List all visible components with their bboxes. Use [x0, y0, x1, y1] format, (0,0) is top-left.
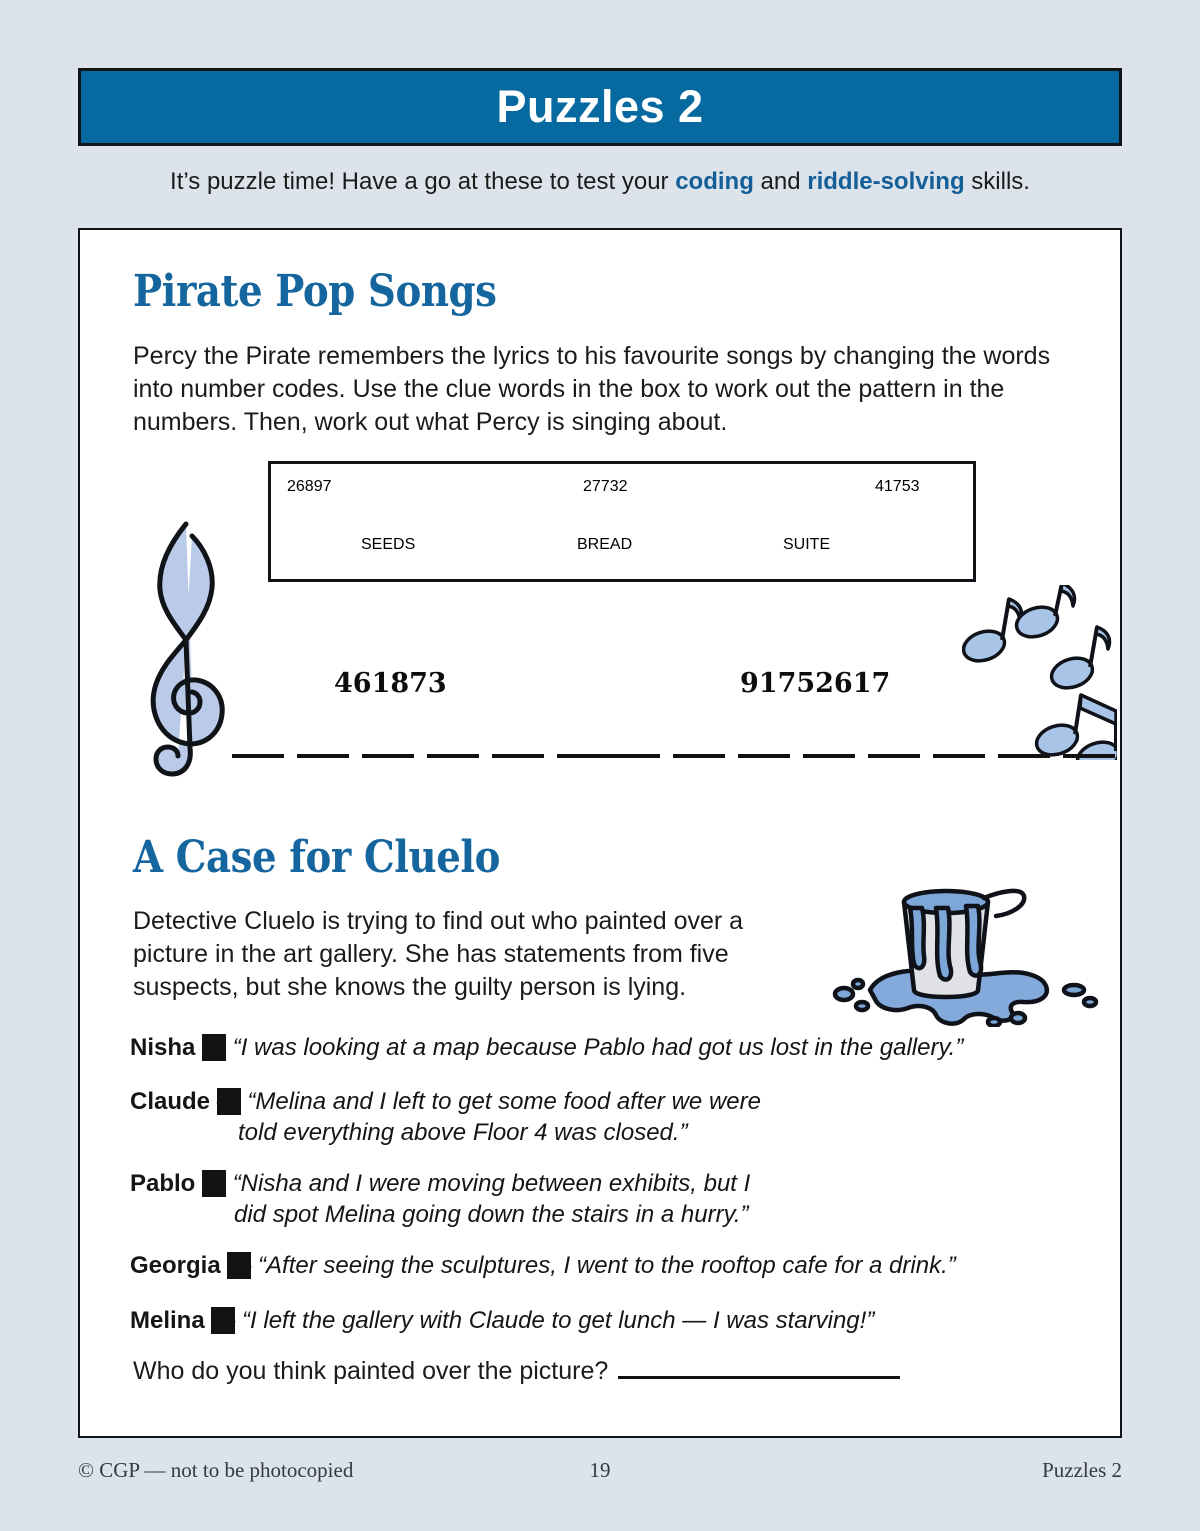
answer-blank-dash[interactable]	[803, 754, 855, 758]
suspect-dash-pablo: —	[202, 1170, 227, 1197]
footer-copyright: © CGP — not to be photocopied	[78, 1458, 354, 1482]
answer-blank-dash[interactable]	[868, 754, 920, 758]
answer-blank-dash[interactable]	[998, 754, 1050, 758]
answer-blank-dash[interactable]	[232, 754, 284, 758]
suspect-quote-pablo-line2: did spot Melina going down the stairs in a hurry.”	[234, 1201, 749, 1229]
intro-text-part1: It’s puzzle time! Have a go at these to test your	[170, 168, 676, 195]
suspect-quote-georgia: “After seeing the sculptures, I went to the rooftop cafe for a drink.”	[258, 1252, 956, 1279]
answer-blank-dash[interactable]	[608, 754, 660, 758]
final-question-label: Who do you think painted over the picture?	[133, 1357, 609, 1385]
treble-clef-icon	[128, 512, 243, 782]
final-question-row	[133, 1357, 900, 1386]
intro-highlight-riddle-solving: riddle-solving	[807, 168, 965, 195]
suspect-dash-nisha: —	[202, 1034, 227, 1061]
footer-page-number: 19	[589, 1458, 611, 1482]
answer-blanks-0[interactable]	[232, 754, 609, 758]
final-answer-blank[interactable]	[618, 1375, 900, 1379]
paint-bucket-icon	[818, 872, 1108, 1027]
puzzle1-instructions: Percy the Pirate remembers the lyrics to his favourite songs by changing the words into number codes. Use the clue words in the box to work out the pattern in the numbers. Then, work out what Percy is singing about.	[133, 342, 1051, 436]
clue-code-0: 26897	[287, 478, 332, 495]
footer-section-label: Puzzles 2	[1042, 1458, 1122, 1482]
puzzle1-heading: Pirate Pop Songs	[133, 266, 497, 317]
suspect-name-nisha: Nisha	[130, 1034, 196, 1061]
suspect-dash-georgia: —	[227, 1252, 252, 1279]
music-notes-icon	[962, 585, 1117, 760]
suspect-quote-nisha: “I was looking at a map because Pablo had got us lost in the gallery.”	[232, 1034, 964, 1061]
clue-word-0: SEEDS	[361, 536, 416, 553]
page-title: Puzzles 2	[496, 81, 704, 132]
answer-blank-dash[interactable]	[738, 754, 790, 758]
suspect-statement-melina	[130, 1305, 1100, 1336]
suspect-quote-pablo: “Nisha and I were moving between exhibits, but I	[232, 1170, 751, 1197]
suspect-quote-claude-line2: told everything above Floor 4 was closed.”	[238, 1119, 688, 1147]
suspect-quote-claude: “Melina and I left to get some food after we were	[247, 1088, 761, 1115]
answer-blank-dash[interactable]	[933, 754, 985, 758]
suspect-name-georgia: Georgia	[130, 1252, 221, 1279]
suspect-quote-melina: “I left the gallery with Claude to get lunch — I was starving!”	[242, 1307, 875, 1334]
answer-blank-dash[interactable]	[297, 754, 349, 758]
page-header-banner	[78, 68, 1122, 146]
answer-blank-dash[interactable]	[1063, 754, 1115, 758]
answer-blank-dash[interactable]	[362, 754, 414, 758]
clue-code-1: 27732	[583, 478, 628, 495]
suspect-statement-georgia	[130, 1250, 1100, 1281]
clue-word-2: SUITE	[783, 536, 831, 553]
suspect-name-pablo: Pablo	[130, 1170, 196, 1197]
intro-text-part2: and	[753, 168, 808, 195]
puzzle2-instructions: Detective Cluelo is trying to find out who painted over a picture in the art gallery. She has statements from five suspects, but she knows the guilty person is lying.	[133, 907, 744, 1001]
clue-word-1: BREAD	[577, 536, 633, 553]
clue-code-box	[268, 461, 976, 582]
intro-text-part3: skills.	[964, 168, 1030, 195]
puzzle2-heading: A Case for Cluelo	[133, 832, 501, 883]
answer-blank-dash[interactable]	[427, 754, 479, 758]
suspect-name-claude: Claude	[130, 1088, 211, 1115]
clue-code-2: 41753	[875, 478, 920, 495]
answer-blank-dash[interactable]	[673, 754, 725, 758]
intro-line	[78, 168, 1122, 196]
answer-blanks-1[interactable]	[608, 754, 1115, 758]
suspect-dash-melina: —	[211, 1307, 236, 1334]
suspect-name-melina: Melina	[130, 1307, 205, 1334]
suspect-statement-pablo	[130, 1168, 1100, 1230]
puzzle-code-1: 91752617	[740, 668, 891, 699]
puzzle-code-0: 461873	[334, 668, 447, 699]
suspect-dash-claude: —	[216, 1088, 241, 1115]
suspect-statement-nisha	[130, 1032, 1100, 1063]
intro-highlight-coding: coding	[675, 168, 754, 195]
answer-blank-dash[interactable]	[492, 754, 544, 758]
answer-blank-dash[interactable]	[557, 754, 609, 758]
suspect-statement-claude	[130, 1086, 1100, 1148]
